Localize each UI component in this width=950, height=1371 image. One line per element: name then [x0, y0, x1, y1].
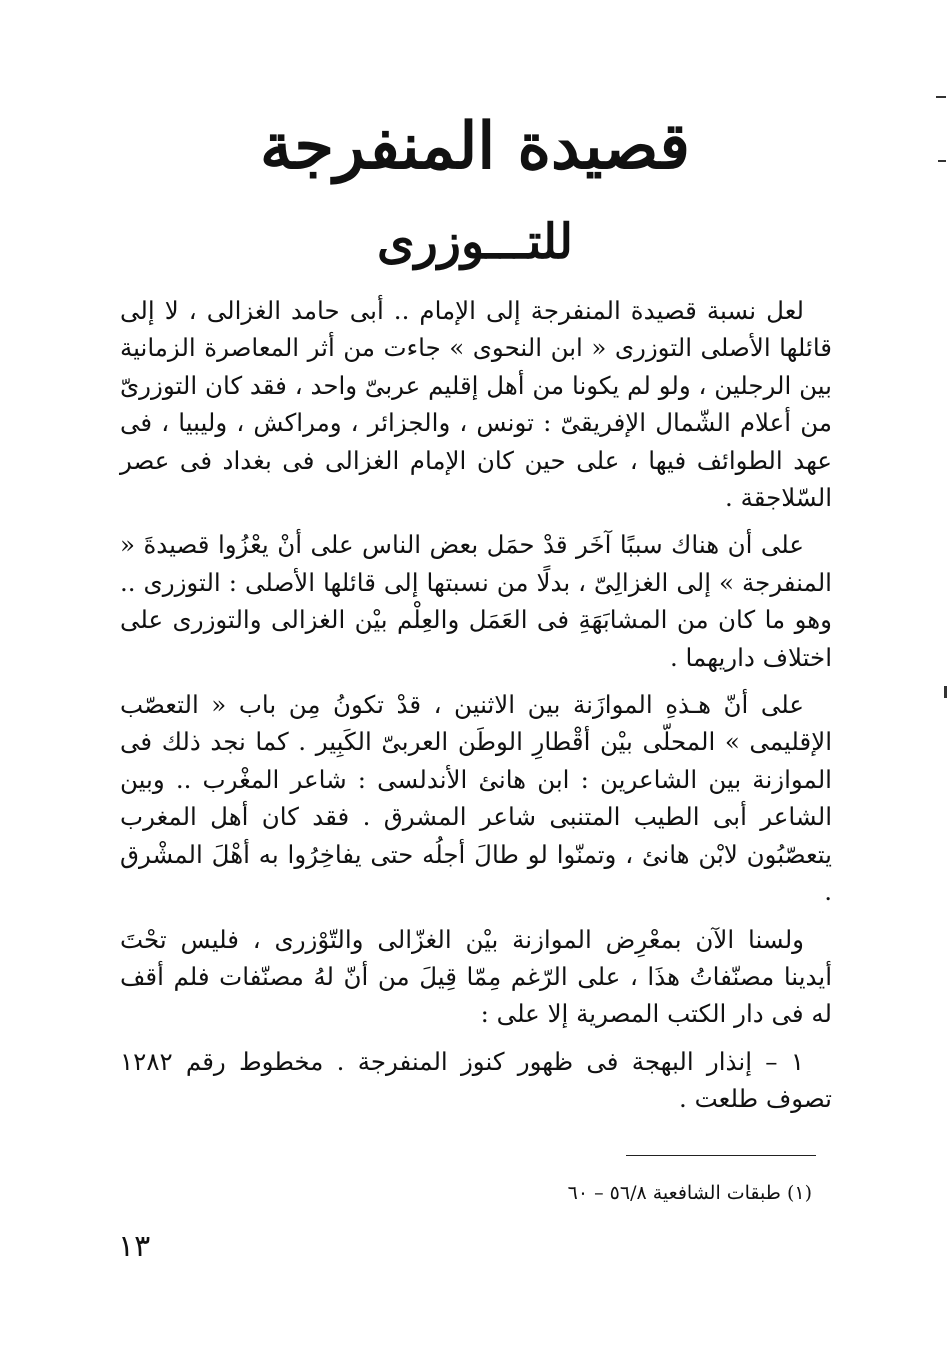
paragraph: لعل نسبة قصيدة المنفرجة إلى الإمام .. أبى حامد الغزالى ، لا إلى قائلها الأصلى التوزرى « ابن النحوى » جاءت من أثر المعاصرة الزمانية بين الرجلين ، ولو لم يكونا من أهل إقليم عربىّ واحد ، فقد كان التوزرىّ من أعلام الشّمال الإفريقىّ : تونس ، والجزائر ، ومراكش ، وليبيا ، فى عهد الطوائف فيها ، على حين كان الإمام الغزالى فى بغداد فى عصر السّلاجقة .	[120, 296, 832, 513]
list-item: ١ – إنذار البهجة فى ظهور كنوز المنفرجة . مخطوط رقم ١٢٨٢ تصوف طلعت .	[120, 1046, 832, 1114]
page-title: قصيدة المنفرجة	[260, 109, 690, 184]
body-text	[120, 292, 832, 1128]
paragraph: على أن هناك سببًا آخَر قدْ حمَل بعض الناس على أنْ يعْزُوا قصيدةَ « المنفرجة » إلى الغزالِىّ ، بدلًا من نسبتها إلى قائلها الأصلى : التوزرى .. وهو ما كان من المشابَهَةِ فى العَمَل والعِلْم بيْن الغزالى والتوزرى على اختلاف داريهما .	[120, 530, 832, 672]
edge-mark	[944, 686, 947, 698]
page-number: ١٣	[118, 1229, 151, 1264]
paragraph: على أنّ هـذهِ الموازَنة بين الاثنين ، قدْ تكونُ مِن باب « التعصّب الإقليمى » المحلّى بيْن أقْطارِ الوطَن العربىّ الكَبِير . كما نجد ذلك فى الموازنة بين الشاعرين : ابن هانئ الأندلسى : شاعر المغْرب .. وبين الشاعر أبى الطيب المتنبى شاعر المشرق . فقد كان أهل المغرب يتعصّبُون لابْن هانئ ، وتمنّوا لو طالَ أجلُه حتى يفاخِرُوا به أهْلَ المشْرق .	[120, 690, 832, 907]
footnote-divider	[626, 1155, 816, 1156]
paragraph: ولسنا الآن بمعْرِض الموازنة بيْن الغزّالى والتّوْزرى ، فليس تحْتَ أيدينا مصنّفاتُ هذَا ، على الرّغم مِمّا قِيلَ من أنّ لهُ مصنّفات فلم أقف له فى دار الكتب المصرية إلا على :	[120, 924, 832, 1029]
edge-mark	[936, 96, 946, 98]
footnote: (١) طبقات الشافعية ٥٦/٨ – ٦٠	[567, 1182, 812, 1204]
edge-mark	[938, 160, 946, 162]
page-subtitle: للتـــوزرى	[377, 214, 573, 270]
